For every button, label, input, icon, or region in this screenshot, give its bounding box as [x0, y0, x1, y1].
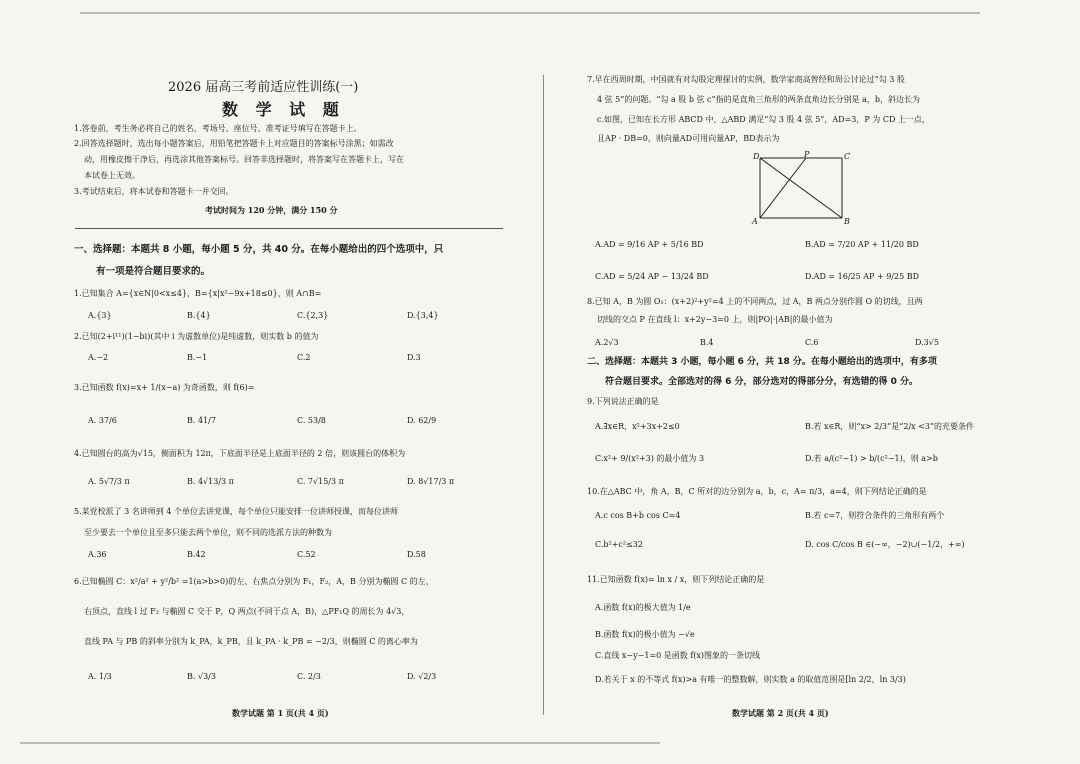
q1-option-c: C.{2,3}: [297, 311, 329, 320]
q10-option-b: B.若 c=7，则符合条件的三角形有两个: [805, 511, 945, 520]
q9-option-a: A.∃x∈R，x²+3x+2≤0: [595, 422, 680, 431]
q9-option-c: C.x²+ 9/(x²+3) 的最小值为 3: [595, 454, 705, 463]
q6-option-c: C. 2/3: [297, 672, 321, 681]
q7-stem-line4: 且AP · DB=0，则向量AD可用向量AP，BD表示为: [597, 134, 780, 143]
q3-option-d: D. 62/9: [407, 416, 437, 425]
q3-option-a: A. 37/6: [88, 416, 117, 425]
note-4: 本试卷上无效。: [84, 171, 140, 180]
q6-option-d: D. √2/3: [407, 672, 437, 681]
q4-option-a: A. 5√7/3 π: [88, 477, 130, 486]
q7-option-c: C.AD = 5/24 AP − 13/24 BD: [595, 272, 709, 281]
q1-option-a: A.{3}: [88, 311, 112, 320]
q6-stem-line2: 右顶点，直线 l 过 F₂ 与椭圆 C 交于 P，Q 两点(不同于点 A，B)，△PF₁Q 的周长为 4√3，: [84, 607, 410, 616]
header-rule: [75, 228, 503, 229]
q5-option-d: D.58: [407, 550, 426, 559]
scan-artifact-bottom: [20, 742, 660, 744]
q8-stem-line1: 8.已知 A，B 为圆 O₁：(x+2)²+y²=4 上的不同两点，过 A，B 两点分别作圆 O 的切线，且两: [587, 297, 923, 306]
q1-stem: 1.已知集合 A={x∈N|0<x≤4}，B={x|x²−9x+18≤0}，则 A∩B=: [74, 289, 322, 298]
q4-option-c: C. 7√15/3 π: [297, 477, 344, 486]
q8-option-d: D.3√5: [915, 338, 939, 347]
q5-option-a: A.36: [88, 550, 107, 559]
note-3: 动，用橡皮擦干净后，再选涂其他答案标号。回答非选择题时，将答案写在答题卡上，写在: [84, 155, 404, 164]
note-5: 3.考试结束后，将本试卷和答题卡一并交回。: [74, 187, 234, 196]
figure-ap-segment: [760, 158, 806, 218]
q2-option-a: A.−2: [88, 353, 109, 362]
q8-option-b: B.4: [700, 338, 714, 347]
section2-heading-cont: 符合题目要求。全部选对的得 6 分，部分选对的得部分分，有选错的得 0 分。: [605, 377, 919, 387]
label-d: D: [753, 152, 760, 161]
q4-option-b: B. 4√13/3 π: [187, 477, 234, 486]
q11-option-c: C.直线 x−y−1=0 是函数 f(x)图象的一条切线: [595, 651, 761, 660]
q6-stem-line1: 6.已知椭圆 C：x²/a² + y²/b² =1(a>b>0)的左、右焦点分别为 F₁，F₂，A，B 分别为椭圆 C 的左、: [74, 577, 434, 586]
q3-stem: 3.已知函数 f(x)=x+ 1/(x−a) 为奇函数，则 f(6)=: [74, 383, 255, 392]
q10-option-c: C.b²+c²≤32: [595, 540, 643, 549]
q8-option-c: C.6: [805, 338, 819, 347]
q3-option-c: C. 53/8: [297, 416, 326, 425]
q7-option-a: A.AD = 9/16 AP + 5/16 BD: [595, 240, 704, 249]
footer-right: 数学试题 第 2 页(共 4 页): [732, 708, 829, 718]
scan-artifact-top: [80, 12, 980, 14]
q7-option-b: B.AD = 7/20 AP + 11/20 BD: [805, 240, 919, 249]
note-2: 2.回答选择题时，选出每小题答案后，用铅笔把答题卡上对应题目的答案标号涂黑；如需改: [74, 139, 394, 148]
label-b: B: [844, 217, 850, 226]
section1-heading: 一、选择题：本题共 8 小题，每小题 5 分，共 40 分。在每小题给出的四个选项中，只: [74, 244, 444, 255]
label-p: P: [804, 150, 810, 159]
q7-stem-line2: 4 弦 5”的问题。“勾 a 股 b 弦 c”指的是直角三角形的两条直角边长分别是 a，b，斜边长为: [597, 95, 921, 104]
q11-option-b: B.函数 f(x)的极小值为 −√e: [595, 630, 695, 639]
label-a: A: [752, 217, 758, 226]
q11-option-d: D.若关于 x 的不等式 f(x)>a 有唯一的整数解，则实数 a 的取值范围是[ln 2/2，ln 3/3): [595, 675, 906, 684]
q11-stem: 11.已知函数 f(x)= ln x / x，则下列结论正确的是: [587, 575, 765, 584]
q2-stem: 2.已知(2+i¹¹)(1−bi)(其中 i 为虚数单位)是纯虚数，则实数 b 的值为: [74, 332, 319, 341]
q5-option-b: B.42: [187, 550, 206, 559]
q3-option-b: B. 41/7: [187, 416, 216, 425]
section1-heading-cont: 有一项是符合题目要求的。: [96, 266, 211, 277]
page-divider: [543, 75, 544, 715]
q2-option-d: D.3: [407, 353, 421, 362]
q4-stem: 4.已知圆台的高为√15，侧面积为 12π，下底面半径是上底面半径的 2 倍，则该圆台的体积为: [74, 449, 406, 458]
q7-stem-line1: 7.早在西周时期，中国就有对勾股定理探讨的实例，数学家商高曾经和周公讨论过“勾 3 股: [587, 75, 905, 84]
q11-option-a: A.函数 f(x)的极大值为 1/e: [595, 603, 691, 612]
section2-heading: 二、选择题：本题共 3 小题，每小题 6 分，共 18 分。在每小题给出的选项中，有多项: [587, 357, 937, 367]
q9-option-b: B.若 x∈R，则“x> 2/3”是“2/x <3”的充要条件: [805, 422, 975, 431]
subject-title: 数 学 试 题: [222, 100, 345, 119]
exam-title: 2026 届高三考前适应性训练(一): [168, 80, 359, 95]
q2-option-c: C.2: [297, 353, 311, 362]
footer-left: 数学试题 第 1 页(共 4 页): [232, 708, 329, 718]
q1-option-d: D.{3,4}: [407, 311, 439, 320]
figure-db-segment: [760, 158, 842, 218]
q4-option-d: D. 8√17/3 π: [407, 477, 455, 486]
note-1: 1.答卷前，考生务必将自己的姓名、考场号、座位号、准考证号填写在答题卡上。: [74, 124, 362, 133]
q10-stem: 10.在△ABC 中，角 A，B，C 所对的边分别为 a，b，c，A= π/3，a=4，则下列结论正确的是: [587, 487, 927, 496]
q9-option-d: D.若 a/(c²−1) > b/(c²−1)，则 a>b: [805, 454, 938, 463]
q5-stem-line1: 5.某党校派了 3 名讲师到 4 个单位去讲党课，每个单位只能安排一位讲师授课，而每位讲师: [74, 507, 398, 516]
q5-option-c: C.52: [297, 550, 316, 559]
q8-option-a: A.2√3: [595, 338, 619, 347]
q6-option-a: A. 1/3: [88, 672, 112, 681]
q10-option-d: D. cos C/cos B ∈(−∞，−2)∪(−1/2，+∞): [805, 540, 965, 549]
q8-stem-line2: 切线的交点 P 在直线 l：x+2y−3=0 上，则|PO|·|AB|的最小值为: [597, 315, 833, 324]
q1-option-b: B.{4}: [187, 311, 211, 320]
q7-stem-line3: c.如图，已知在长方形 ABCD 中，△ABD 满足“勾 3 股 4 弦 5”，AD=3，P 为 CD 上一点，: [597, 115, 930, 124]
q5-stem-line2: 至少要去一个单位且至多只能去两个单位，则不同的选派方法的种数为: [84, 528, 332, 537]
q7-option-d: D.AD = 16/25 AP + 9/25 BD: [805, 272, 919, 281]
q6-option-b: B. √3/3: [187, 672, 216, 681]
exam-time: 考试时间为 120 分钟，满分 150 分: [205, 205, 338, 215]
q9-stem: 9.下列说法正确的是: [587, 397, 659, 406]
label-c: C: [844, 152, 851, 161]
q10-option-a: A.c cos B+b cos C=4: [595, 511, 681, 520]
q6-stem-line3: 直线 PA 与 PB 的斜率分别为 k_PA，k_PB，且 k_PA · k_PB = −2/3，则椭圆 C 的离心率为: [84, 637, 418, 646]
q2-option-b: B.−1: [187, 353, 208, 362]
